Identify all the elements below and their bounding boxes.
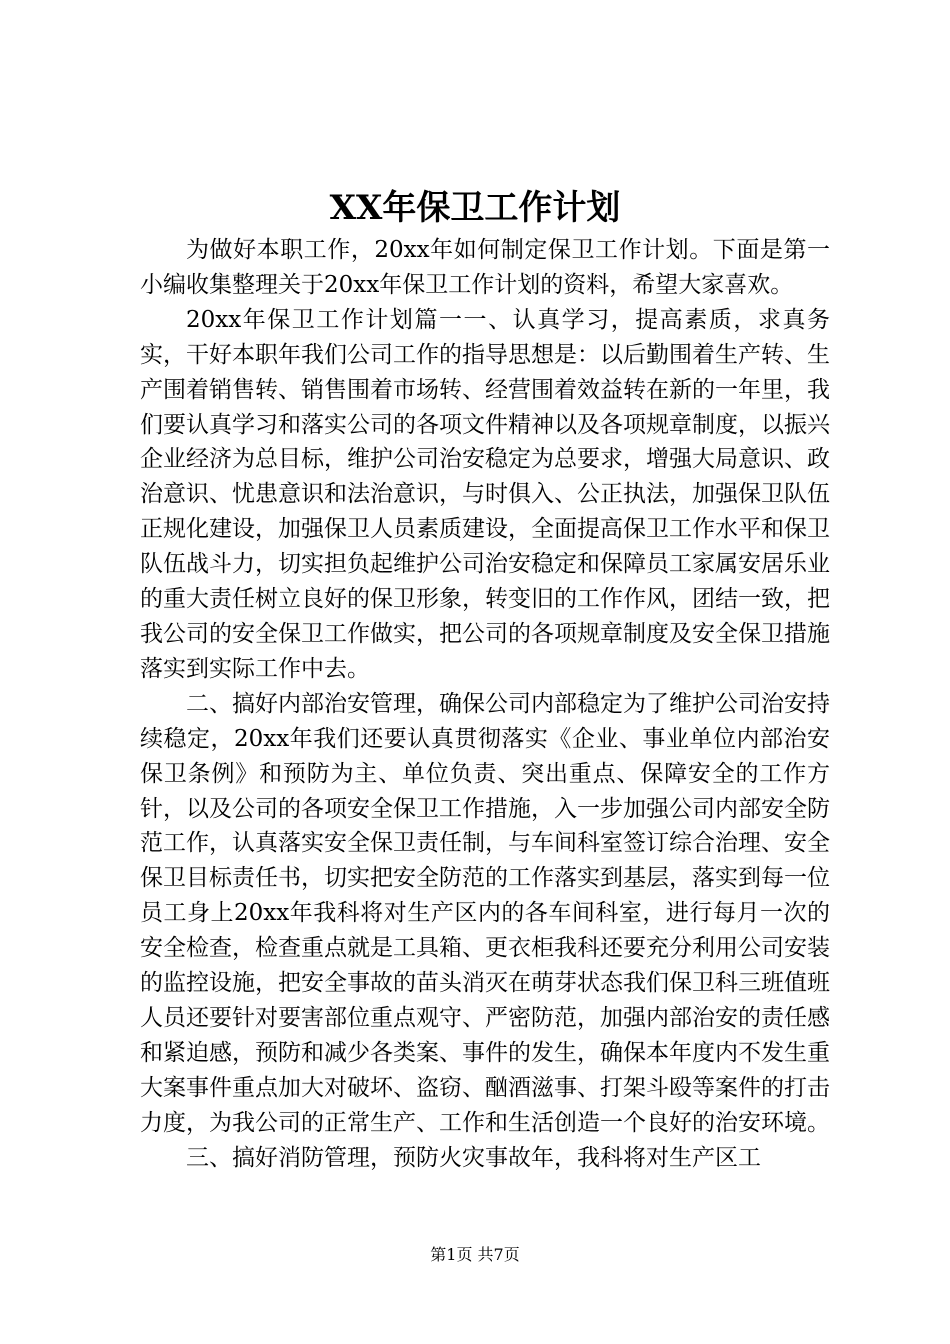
page-footer bbox=[0, 1244, 950, 1266]
document-title: XX年保卫工作计划 bbox=[329, 188, 621, 228]
paragraph-section-two: 二、搞好内部治安管理，确保公司内部稳定为了维护公司治安持续稳定，20xx年我们还要认真贯彻落实《企业、事业单位内部治安保卫条例》和预防为主、单位负责、突出重点、保障安全的工作方针，以及公司的各项安全保卫工作措施，入一步加强公司内部安全防范工作，认真落实安全保卫责任制，与车间科室签订综合治理、安全保卫目标责任书，切实把安全防范的工作落实到基层，落实到每一位员工身上20xx年我科将对生产区内的各车间科室，进行每月一次的安全检查，检查重点就是工具箱、更衣柜我科还要充分利用公司安装的监控设施，把安全事故的苗头消灭在萌芽状态我们保卫科三班值班人员还要针对要害部位重点观守、严密防范，加强内部治安的责任感和紧迫感，预防和减少各类案、事件的发生，确保本年度内不发生重大案事件重点加大对破坏、盗窃、酗酒滋事、打架斗殴等案件的打击力度，为我公司的正常生产、工作和生活创造一个良好的治安环境。 bbox=[140, 690, 830, 1136]
paragraph-section-three: 三、搞好消防管理，预防火灾事故年，我科将对生产区工 bbox=[186, 1144, 761, 1171]
paragraph-section-one: 20xx年保卫工作计划篇一一、认真学习，提高素质，求真务实，干好本职年我们公司工作的指导思想是：以后勤围着生产转、生产围着销售转、销售围着市场转、经营围着效益转在新的一年里，我们要认真学习和落实公司的各项文件精神以及各项规章制度，以振兴企业经济为总目标，维护公司治安稳定为总要求，增强大局意识、政治意识、忧患意识和法治意识，与时俱入、公正执法，加强保卫队伍正规化建设，加强保卫人员素质建设，全面提高保卫工作水平和保卫队伍战斗力，切实担负起维护公司治安稳定和保障员工家属安居乐业的重大责任树立良好的保卫形象，转变旧的工作作风，团结一致，把我公司的安全保卫工作做实，把公司的各项规章制度及安全保卫措施落实到实际工作中去。 bbox=[140, 306, 830, 682]
paragraph-intro: 为做好本职工作，20xx年如何制定保卫工作计划。下面是第一小编收集整理关于20xx年保卫工作计划的资料，希望大家喜欢。 bbox=[140, 237, 830, 298]
page-number: 第1页 共7页 bbox=[430, 1245, 520, 1264]
document-body bbox=[140, 233, 830, 1175]
